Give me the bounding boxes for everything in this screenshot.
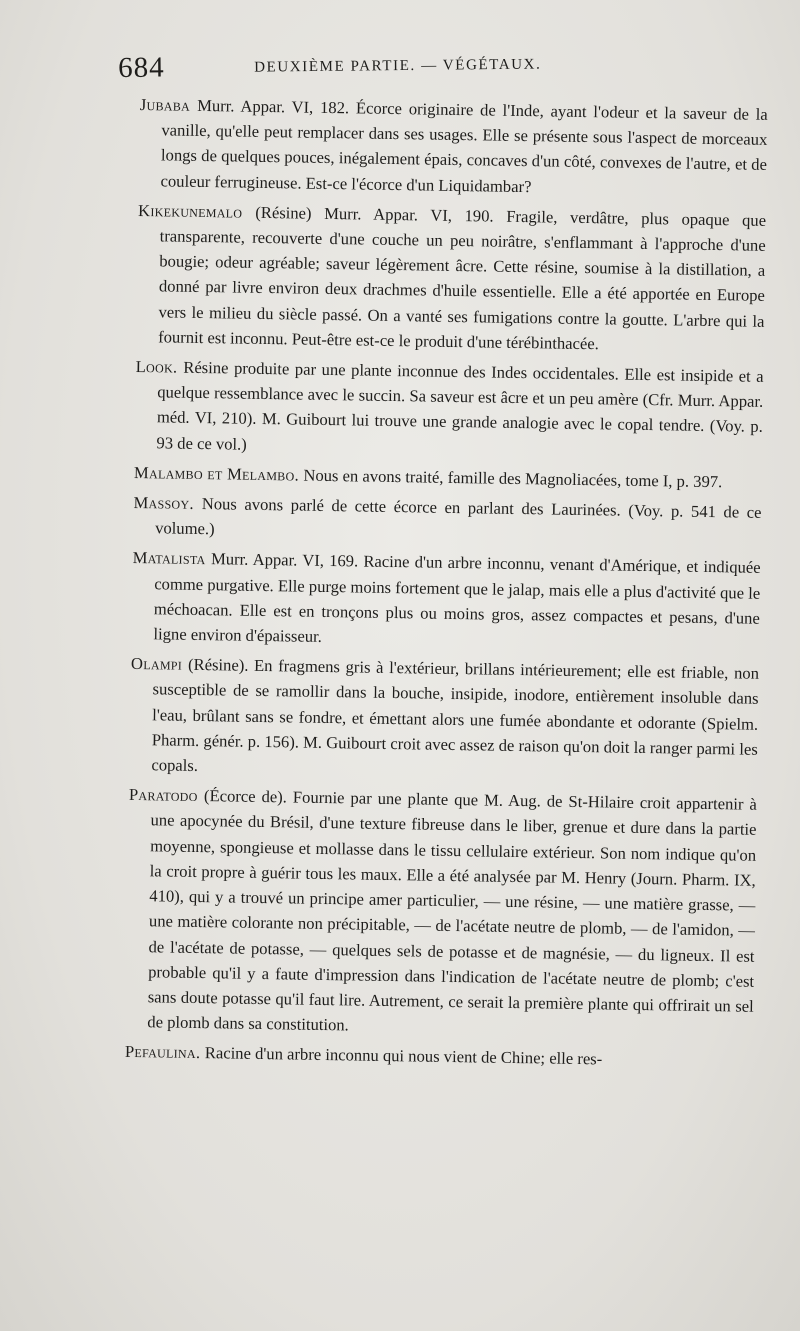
- entry-text: Résine produite par une plante inconnue des Indes occidentales. Elle est insipide et a quelque ressemblance avec le succin. Sa saveur est âcre et un peu amère (Cfr. Murr. Appar. méd. VI, 210). M. Guibourt lui trouve une grande analogie avec le copal tendre. (Voy. p. 93 de ce vol.): [156, 357, 764, 454]
- entry-look: [134, 354, 764, 465]
- entry-massoy: [133, 490, 762, 550]
- headword: Olampi: [130, 654, 183, 674]
- entry-paratodo: [125, 782, 757, 1044]
- headword: Matalista: [132, 548, 206, 569]
- headword: Malambo et Melambo.: [133, 462, 300, 485]
- headword: Massoy.: [133, 492, 195, 513]
- entry-text: Nous en avons traité, famille des Magnoliacées, tome I, p. 397.: [303, 465, 723, 492]
- entry-pefaulina: [125, 1039, 753, 1074]
- entry-jubaba: [138, 92, 768, 203]
- headword: Look.: [135, 356, 178, 377]
- running-head: DEUXIÈME PARTIE. — VÉGÉTAUX.: [254, 56, 542, 76]
- headword: Paratodo: [128, 785, 198, 806]
- entry-text: Racine d'un arbre inconnu qui nous vient de Chine; elle res-: [204, 1043, 603, 1069]
- entry-text: (Résine). En fragmens gris à l'extérieur, brillans intérieurement; elle est friable, non susceptible de se ramollir dans la bouche, insipide, inodore, entièrement insoluble dans l'eau, brûlant sans se fondre, et émettant alors une fumée abondante et odorante (Spielm. Pharm. génér. p. 156). M. Guibourt croit avec assez de raison qu'on doit la ranger parmi les copals.: [151, 655, 760, 776]
- entry-text: Nous avons parlé de cette écorce en parlant des Laurinées. (Voy. p. 541 de ce volume.): [155, 494, 762, 539]
- headword: Jubaba: [139, 94, 191, 115]
- headword: Pefaulina.: [124, 1042, 201, 1063]
- entry-kikekunemalo: [136, 198, 766, 359]
- headword: Kikekunemalo: [137, 200, 243, 222]
- entry-text: Murr. Appar. VI, 169. Racine d'un arbre inconnu, venant d'Amérique, et indiquée comme purgative. Elle purge moins fortement que le jalap, mais elle a plus d'activité que le méchoacan. Elle est en tronçons plus ou moins gros, assez compactes et pesans, d'une ligne environ d'épaisseur.: [153, 549, 761, 646]
- page-header: [118, 45, 778, 92]
- page-number: 684: [118, 51, 165, 84]
- entry-malambo: [134, 460, 762, 495]
- entry-matalista: [131, 545, 761, 656]
- entry-text: Murr. Appar. VI, 182. Écorce originaire de l'Inde, ayant l'odeur et la saveur de la vanille, qu'elle peut remplacer dans ses usages. Elle se présente sous l'aspect de morceaux longs de quelques pouces, inégalement épais, concaves d'un côté, convexes de l'autre, et de couleur ferrugineuse. Est-ce l'écorce d'un Liquidambar?: [160, 95, 768, 196]
- entry-olampi: [129, 651, 759, 787]
- dictionary-text: [125, 92, 768, 1079]
- entry-text: (Écorce de). Fournie par une plante que M. Aug. de St-Hilaire croit appartenir à une apocynée du Brésil, d'une texture fibreuse dans le liber, grenue et dure dans la partie moyenne, spongieuse et mollasse dans le tissu cellulaire extérieur. Son nom indique qu'on la croit propre à guérir tous les maux. Elle a été analysée par M. Henry (Journ. Pharm. IX, 410), qui y a trouvé un principe amer particulier, — une résine, — une matière grasse, — une matière colorante non précipitable, — de l'acétate neutre de plomb, — de l'amidon, — de l'acétate de potasse, — quelques sels de potasse et de magnésie, — du ligneux. Il est probable qu'il y a faute d'impression dans l'indication de l'acétate neutre de plomb; c'est sans doute potasse qu'il faut lire. Autrement, ce serait la première plante qui offrirait un sel de plomb dans sa constitution.: [147, 786, 758, 1035]
- entry-text: (Résine) Murr. Appar. VI, 190. Fragile, verdâtre, plus opaque que transparente, recouverte d'une couche un peu noirâtre, s'enflammant à l'approche d'une bougie; odeur agréable; saveur légèrement âcre. Cette résine, soumise à la distillation, a donné par livre environ deux drachmes d'huile essentielle. Elle a été apportée en Europe vers le milieu du siècle passé. On a vanté ses fumigations contre la goutte. L'arbre qui la fournit est inconnu. Peut-être est-ce le produit d'une térébinthacée.: [158, 202, 767, 354]
